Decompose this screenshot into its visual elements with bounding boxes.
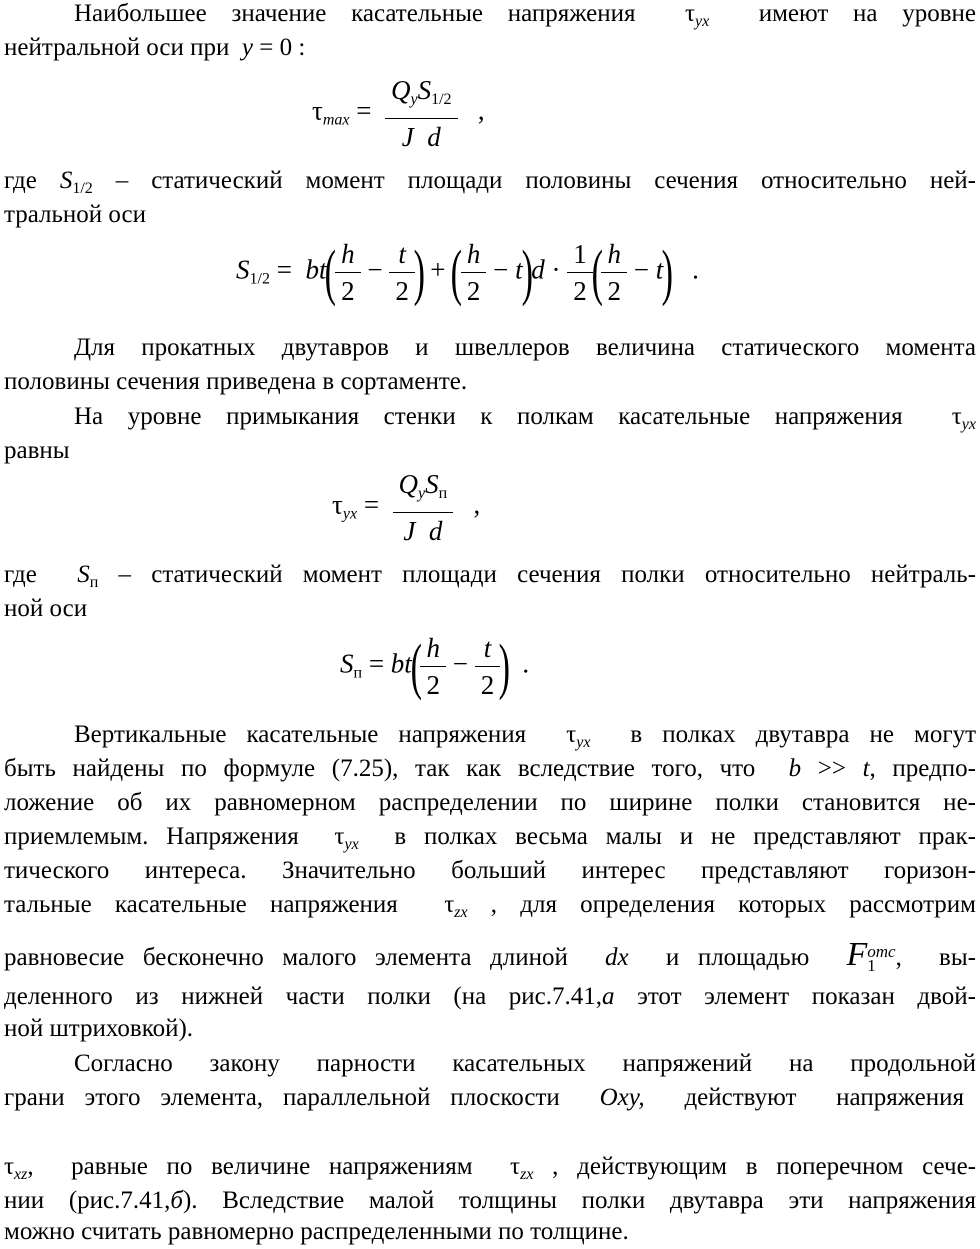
- para2-line1: где $S_{1/2}$ – статический момент площади половины сечения относительно ней-: [4, 167, 977, 197]
- para1-line2: нейтральной оси при y = 0 :: [4, 34, 306, 61]
- para6-line5: тического интереса. Значительно больший интерес представляют горизон-: [4, 857, 976, 884]
- para6-line4: приемлемым. Напряжения $\tau_{yx}$ в полках весьма малы и не представляют прак-: [4, 823, 976, 853]
- para6-line6: тальные касательные напряжения $\tau_{zx}$ , для определения которых рассмотрим: [4, 891, 976, 921]
- para4-line2: равны: [4, 437, 70, 464]
- para6-line8: деленного из нижней части полки (на рис.7.41,а этот элемент показан двой-: [4, 983, 976, 1010]
- para7-line1: Согласно закону парности касательных напряжений на продольной: [74, 1050, 976, 1077]
- para5-line2: ной оси: [4, 595, 88, 622]
- para3-line1: Для прокатных двутавров и швеллеров величина статического момента: [74, 334, 976, 361]
- para6-line3: ложение об их равномерном распределении по ширине полки становится не-: [4, 789, 976, 816]
- formula-static-moment-half: $S_{1/2} = bt$( $\frac{h}{2}$ − $\frac{t}{2}$ ) + ( $\frac{h}{2}$ − t)d · $\frac{1}{2}$ ( $\frac{h}{2}$ − t) .: [236, 238, 699, 307]
- para7-line4: нии (рис.7.41,б). Вследствие малой толщины полки двутавра эти напряжения: [4, 1187, 977, 1214]
- formula-tau-max: τmax = $\frac{Q_yS_{1/2}}{\text{J d}}$ ,: [312, 75, 485, 152]
- formula-static-moment-flange: $S_п = bt$( $\frac{h}{2}$ − $\frac{t}{2}$ ) .: [340, 632, 530, 701]
- para6-line2: быть найдены по формуле (7.25), так как вследствие того, что b >> t, предпо-: [4, 755, 976, 782]
- para6-line1: Вертикальные касательные напряжения $\tau_{yx}$ в полках двутавра не могут: [74, 721, 976, 751]
- para1-line1: Наибольшее значение касательные напряжения $\tau_{yx}$ имеют на уровне: [74, 0, 976, 30]
- para3-line2: половины сечения приведена в сортаменте.: [4, 368, 468, 395]
- para4-line1: На уровне примыкания стенки к полкам касательные напряжения $\tau_{yx}$: [74, 403, 976, 433]
- para2-line2: тральной оси: [4, 201, 147, 228]
- para7-line2: грани этого элемента, параллельной плоскости Oxy, действуют напряжения: [4, 1084, 964, 1111]
- para7-line5: можно считать равномерно распределенными по толщине.: [4, 1218, 629, 1245]
- para7-line3: $\tau_{xz}$, равные по величине напряжениям $\tau_{zx}$ , действующим в поперечном сече-: [4, 1153, 976, 1183]
- formula-tau-yx: τyx = $\frac{Q_yS_п}{\text{J d}}$ ,: [332, 469, 481, 546]
- para5-line1: где $S_п$ – статический момент площади сечения полки относительно нейтраль-: [4, 561, 977, 591]
- para6-line7: равновесие бесконечно малого элемента длиной dx и площадью F отс 1 , вы-: [4, 936, 976, 976]
- para6-line9: ной штриховкой).: [4, 1015, 194, 1042]
